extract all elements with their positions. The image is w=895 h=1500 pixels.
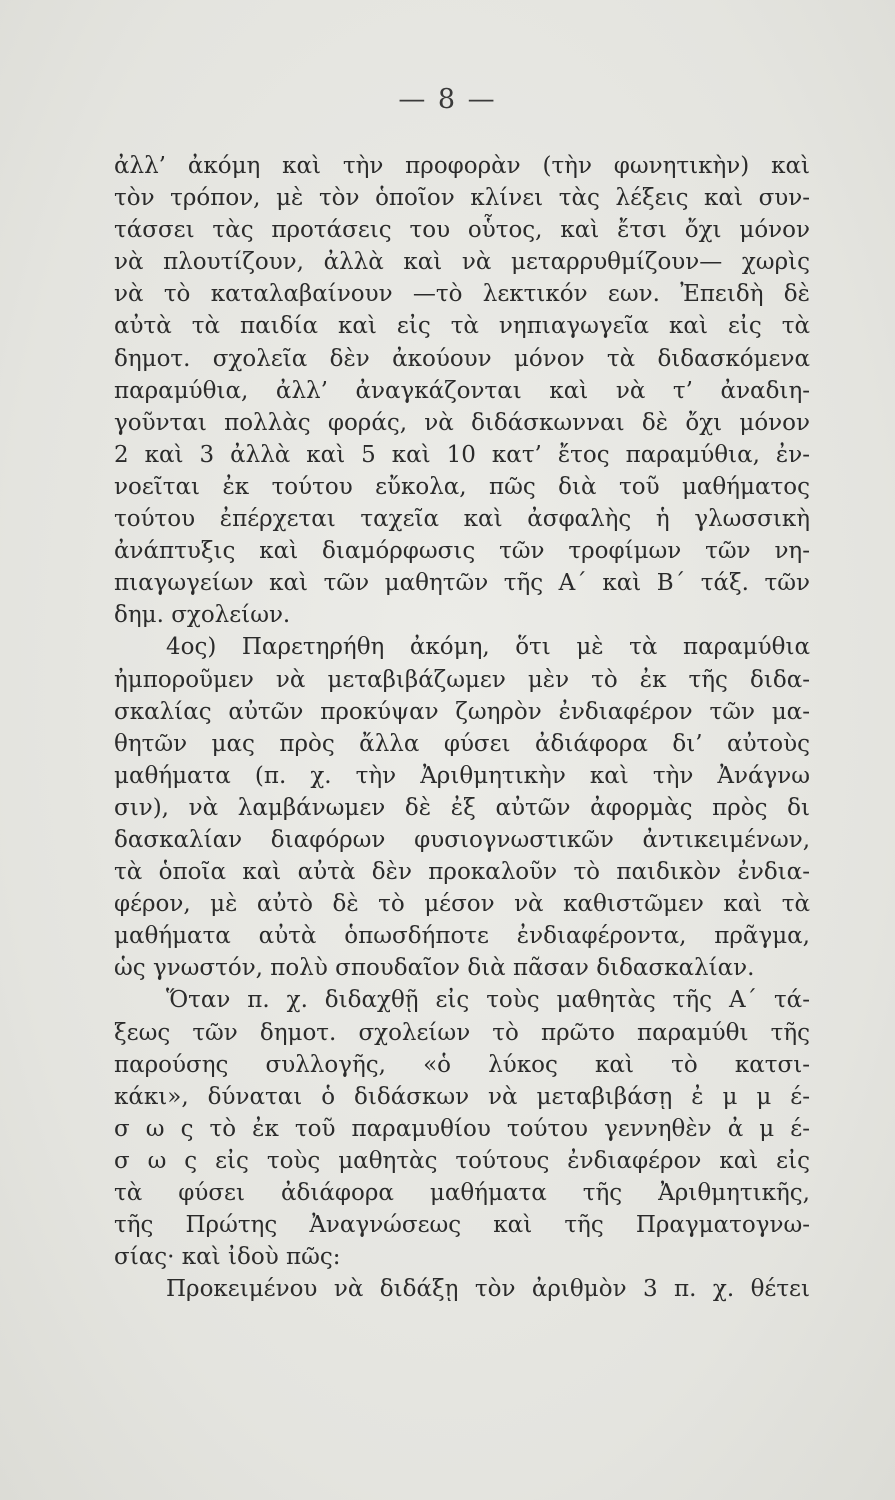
text-line: σίας· καὶ ἰδοὺ πῶς: (114, 1244, 341, 1271)
text-line: τὸν τρόπον, μὲ τὸν ὁποῖον κλίνει τὰς λέξεις καὶ συν- (114, 185, 810, 212)
text-line: ἀνάπτυξις καὶ διαμόρφωσις τῶν τροφίμων τῶν νη- (114, 538, 810, 565)
text-line: σ ω ς τὸ ἐκ τοῦ παραμυθίου τούτου γεννηθὲν ἀ μ έ- (114, 1115, 810, 1142)
text-line: πιαγωγείων καὶ τῶν μαθητῶν τῆς Α΄ καὶ Β΄ τάξ. τῶν (114, 570, 810, 597)
page-body-text (114, 150, 810, 1305)
text-line: φέρον, μὲ αὐτὸ δὲ τὸ μέσον νὰ καθιστῶμεν καὶ τὰ (114, 891, 810, 918)
text-line: τὰ φύσει ἀδιάφορα μαθήματα τῆς Ἀριθμητικῆς, (114, 1180, 810, 1206)
page-number: — 8 — (398, 84, 497, 115)
text-line: τούτου ἐπέρχεται ταχεῖα καὶ ἀσφαλὴς ἡ γλωσσικὴ (114, 506, 810, 533)
text-line: σιν), νὰ λαμβάνωμεν δὲ ἐξ αὐτῶν ἀφορμὰς πρὸς δι (114, 794, 810, 821)
text-line: γοῦνται πολλὰς φοράς, νὰ διδάσκωνναι δὲ ὄχι μόνον (114, 409, 810, 436)
text-line: θητῶν μας πρὸς ἄλλα φύσει ἀδιάφορα δι’ αὐτοὺς (114, 730, 810, 757)
text-line: κάκι», δύναται ὁ διδάσκων νὰ μεταβιβάσῃ ἐ μ μ έ- (114, 1083, 810, 1110)
text-line: παρούσης συλλογῆς, «ὁ λύκος καὶ τὸ κατσι- (114, 1051, 810, 1078)
text-line: ὡς γνωστόν, πολὺ σπουδαῖον διὰ πᾶσαν διδασκαλίαν. (114, 955, 755, 982)
text-line: τὰ ὁποῖα καὶ αὐτὰ δὲν προκαλοῦν τὸ παιδικὸν ἐνδια- (114, 859, 810, 886)
text-line: μαθήματα αὐτὰ ὁπωσδήποτε ἐνδιαφέροντα, πρᾶγμα, (114, 923, 810, 950)
text-line: τῆς Πρώτης Ἀναγνώσεως καὶ τῆς Πραγματογνω- (114, 1212, 810, 1239)
text-line: σκαλίας αὐτῶν προκύψαν ζωηρὸν ἐνδιαφέρον τῶν μα- (114, 698, 810, 725)
text-line: ἀλλ’ ἀκόμη καὶ τὴν προφορὰν (τὴν φωνητικὴν) καὶ (114, 153, 810, 179)
text-line: νὰ πλουτίζουν, ἀλλὰ καὶ νὰ μεταρρυθμίζουν— χωρὶς (114, 249, 810, 276)
text-line: Ὅταν π. χ. διδαχθῇ εἰς τοὺς μαθητὰς τῆς Α΄ τά- (166, 987, 810, 1014)
text-line: νὰ τὸ καταλαβαίνουν —τὸ λεκτικόν εων. Ἐπειδὴ δὲ (114, 281, 810, 308)
text-line: ἠμποροῦμεν νὰ μεταβιβάζωμεν μὲν τὸ ἐκ τῆς διδα- (114, 666, 810, 693)
text-line: δημ. σχολείων. (114, 602, 291, 629)
text-line: 2 καὶ 3 ἀλλὰ καὶ 5 καὶ 10 κατ’ ἔτος παραμύθια, ἐν- (114, 441, 810, 468)
text-line: αὐτὰ τὰ παιδία καὶ εἰς τὰ νηπιαγωγεῖα καὶ εἰς τὰ (114, 313, 810, 340)
text-line: Προκειμένου νὰ διδάξῃ τὸν ἀριθμὸν 3 π. χ. θέτει (166, 1276, 810, 1303)
text-line: 4ος) Παρετηρήθη ἀκόμη, ὅτι μὲ τὰ παραμύθια (166, 634, 810, 661)
text-line: δημοτ. σχολεῖα δὲν ἀκούουν μόνον τὰ διδασκόμενα (114, 345, 810, 372)
text-line: νοεῖται ἐκ τούτου εὔκολα, πῶς διὰ τοῦ μαθήματος (114, 473, 810, 500)
text-line: παραμύθια, ἀλλ’ ἀναγκάζονται καὶ νὰ τ’ ἀναδιη- (114, 377, 810, 404)
text-line: τάσσει τὰς προτάσεις του οὗτος, καὶ ἔτσι ὄχι μόνον (114, 217, 810, 244)
text-line: δασκαλίαν διαφόρων φυσιογνωστικῶν ἀντικειμένων, (114, 826, 810, 853)
text-line: ξεως τῶν δημοτ. σχολείων τὸ πρῶτο παραμύθι τῆς (114, 1019, 810, 1046)
text-line: σ ω ς εἰς τοὺς μαθητὰς τούτους ἐνδιαφέρον καὶ εἰς (114, 1147, 810, 1174)
text-line: μαθήματα (π. χ. τὴν Ἀριθμητικὴν καὶ τὴν Ἀνάγνω (114, 762, 810, 789)
